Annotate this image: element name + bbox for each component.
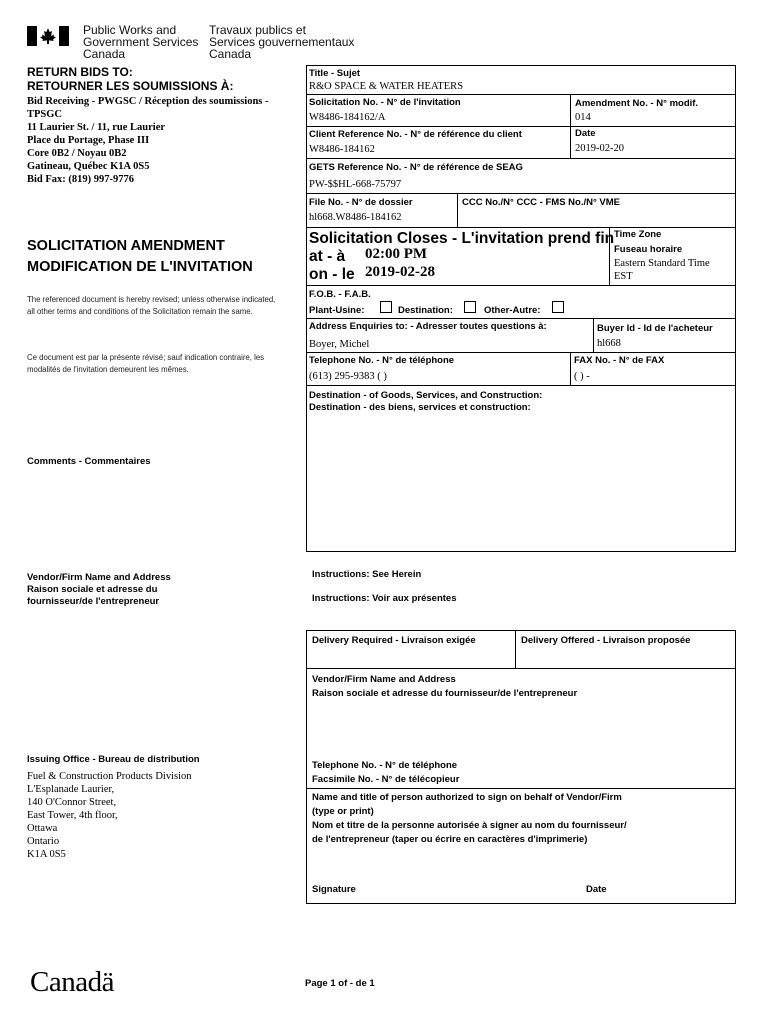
destination-checkbox[interactable] xyxy=(464,301,476,313)
closes-at-label: at - à xyxy=(309,248,346,265)
amendment-no-value: 014 xyxy=(575,112,591,123)
destination-goods-label-en: Destination - of Goods, Services, and Construction: xyxy=(309,390,543,401)
amendment-text-fr: Ce document est par la présente révisé; sauf indication contraire, les modalités de l'invitation demeurent les mêmes. xyxy=(27,353,265,374)
other-label: Other-Autre: xyxy=(484,305,541,316)
department-name-en: Public Works and Government Services Canada xyxy=(83,23,199,61)
destination-goods-label-fr: Destination - des biens, services et construction: xyxy=(309,402,531,413)
fob-label: F.O.B. - F.A.B. xyxy=(309,289,371,300)
address-enquiries-value: Boyer, Michel xyxy=(309,339,370,350)
time-zone-value-1: Eastern Standard Time xyxy=(614,258,710,269)
closing-date-value: 2019-02-28 xyxy=(365,264,435,280)
solicitation-no-value: W8486-184162/A xyxy=(309,112,386,123)
buyer-id-value: hl668 xyxy=(597,338,621,349)
title-value: R&O SPACE & WATER HEATERS xyxy=(309,81,464,92)
date-label: Date xyxy=(575,128,596,139)
destination-fob-label: Destination: xyxy=(398,305,453,316)
vendor-telephone-label: Telephone No. - N° de téléphone xyxy=(312,760,458,771)
authorized-signatory-label: Name and title of person authorized to sign on behalf of Vendor/Firm (type or print) Nom et titre de la personne autorisée à signer au nom du fournisseur/ de l'entrepreneur (taper ou écrire en caractères d'imprimerie) xyxy=(312,792,627,845)
address-enquiries-label: Address Enquiries to: - Adresser toutes questions à: xyxy=(309,321,547,332)
time-zone-label-fr: Fuseau horaire xyxy=(614,244,683,255)
gets-ref-label: GETS Reference No. - N° de référence de SEAG xyxy=(309,162,523,173)
return-bids-block xyxy=(27,65,297,186)
page-number: Page 1 of - de 1 xyxy=(305,978,375,989)
vendor-right-label-en: Vendor/Firm Name and Address xyxy=(312,674,456,685)
ccc-no-label: CCC No./N° CCC - FMS No./N° VME xyxy=(462,197,621,208)
fax-label: FAX No. - N° de FAX xyxy=(574,355,665,366)
vendor-fax-label: Facsimile No. - N° de télécopieur xyxy=(312,774,460,785)
issuing-office: Issuing Office - Bureau de distribution Fuel & Construction Products Division L'Esplanade Laurier, 140 O'Connor Street, East Tower, 4th floor, Ottawa Ontario K1A 0S5 xyxy=(27,754,200,860)
vendor-right-label-fr: Raison sociale et adresse du fournisseur/de l'entrepreneur xyxy=(312,688,578,699)
title-label: Title - Sujet xyxy=(309,68,361,79)
date-value: 2019-02-20 xyxy=(575,143,624,154)
telephone-value: (613) 295-9383 ( ) xyxy=(309,371,387,382)
comments-label: Comments - Commentaires xyxy=(27,456,151,467)
department-name-fr: Travaux publics et Services gouvernementaux Canada xyxy=(209,23,355,61)
instructions-en: Instructions: See Herein xyxy=(312,569,422,580)
telephone-label: Telephone No. - N° de téléphone xyxy=(309,355,455,366)
file-no-label: File No. - N° de dossier xyxy=(309,197,413,208)
solicitation-closes-label: Solicitation Closes - L'invitation prend fin xyxy=(309,230,615,247)
return-address: Bid Receiving - PWGSC / Réception des soumissions - TPSGC 11 Laurier St. / 11, rue Laurier Place du Portage, Phase III Core 0B2 / Noyau 0B2 Gatineau, Québec K1A 0S5 Bid Fax: (819) 997-9776 xyxy=(27,96,269,185)
delivery-required-label: Delivery Required - Livraison exigée xyxy=(312,635,476,646)
signature-date-label: Date xyxy=(586,884,607,895)
instructions-fr: Instructions: Voir aux présentes xyxy=(312,593,457,604)
return-bids-title-fr: RETOURNER LES SOUMISSIONS À: xyxy=(27,79,234,93)
file-no-value: hl668.W8486-184162 xyxy=(309,212,402,223)
canada-flag-icon xyxy=(27,26,69,46)
plant-checkbox[interactable] xyxy=(380,301,392,313)
amendment-title: SOLICITATION AMENDMENT MODIFICATION DE L'INVITATION xyxy=(27,238,253,275)
time-zone-value-2: EST xyxy=(614,271,633,282)
plant-label: Plant-Usine: xyxy=(309,305,365,316)
canada-wordmark: Canadä xyxy=(30,966,114,998)
fax-value: ( ) - xyxy=(574,371,590,382)
return-bids-title-en: RETURN BIDS TO: xyxy=(27,65,133,79)
delivery-offered-label: Delivery Offered - Livraison proposée xyxy=(521,635,691,646)
solicitation-no-label: Solicitation No. - N° de l'invitation xyxy=(309,97,461,108)
closes-on-label: on - le xyxy=(309,266,355,283)
vendor-left-label: Vendor/Firm Name and Address Raison sociale et adresse du fournisseur/de l'entrepreneur xyxy=(27,572,171,607)
time-zone-label-en: Time Zone xyxy=(614,229,662,240)
closing-time-value: 02:00 PM xyxy=(365,246,428,262)
amendment-text-en: The referenced document is hereby revised; unless otherwise indicated, all other terms and conditions of the Solicitation remain the same. xyxy=(27,295,276,316)
buyer-id-label: Buyer Id - Id de l'acheteur xyxy=(597,323,713,334)
other-checkbox[interactable] xyxy=(552,301,564,313)
signature-label: Signature xyxy=(312,884,356,895)
amendment-no-label: Amendment No. - N° modif. xyxy=(575,98,699,109)
gets-ref-value: PW-$$HL-668-75797 xyxy=(309,179,402,190)
client-ref-label: Client Reference No. - N° de référence du client xyxy=(309,129,522,140)
client-ref-value: W8486-184162 xyxy=(309,144,375,155)
